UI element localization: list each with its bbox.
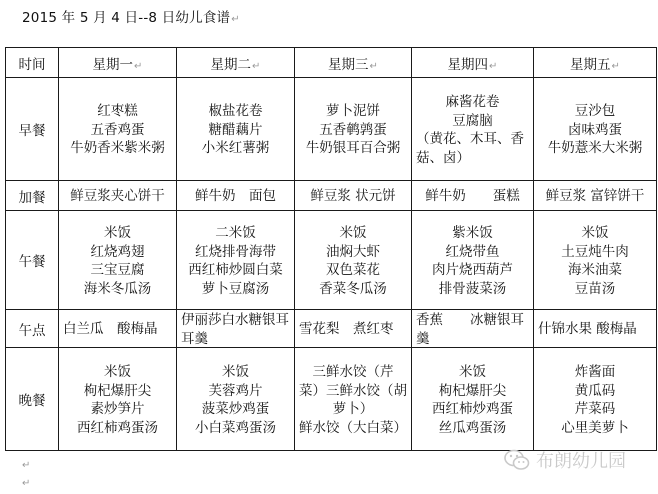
paragraph-mark-icon: ↵: [252, 60, 261, 72]
menu-cell: [59, 348, 177, 451]
dish-item: 耳羹: [181, 330, 208, 347]
menu-cell: [59, 310, 177, 348]
dish-item: 豆腐脑: [452, 112, 493, 129]
dish-item: 肉片烧西葫芦: [432, 262, 513, 278]
dish-item: 鲜牛奶 蛋糕: [425, 188, 520, 205]
dish-item: 素炒笋片: [90, 401, 145, 417]
meal-label: 早餐: [18, 123, 46, 139]
menu-cell: [59, 211, 177, 310]
dish-item: 牛奶香米紫米粥: [70, 140, 165, 157]
dish-item: 西红柿鸡蛋汤: [77, 419, 158, 436]
menu-cell: [295, 310, 412, 348]
dish-item: 小白菜鸡蛋汤: [195, 419, 276, 436]
title-text: 2015 年 5 月 4 日--8 日幼儿食谱: [22, 10, 231, 26]
meal-row: [6, 348, 657, 451]
meal-row: [6, 310, 657, 348]
meal-label-cell: [6, 348, 59, 451]
dish-item: 麻酱花卷: [445, 94, 500, 110]
dish-item: 三鲜水饺（芹: [312, 364, 394, 380]
dish-item: 什锦水果 酸梅晶: [538, 321, 637, 338]
header-day-cell: [295, 48, 412, 78]
menu-cell: [412, 348, 534, 451]
dish-item: 萝卜豆腐汤: [201, 280, 270, 297]
watermark-text: 布朗幼儿园: [536, 451, 626, 472]
dish-item: 豆沙包: [574, 103, 616, 120]
meal-label: 加餐: [18, 189, 46, 206]
dish-item: 黄瓜码: [574, 382, 616, 399]
day-label: 星期三: [328, 56, 369, 73]
wechat-logo-icon: [504, 449, 530, 471]
dish-item: 枸杞爆肝尖: [438, 382, 507, 399]
dish-item: 鲜牛奶 面包: [195, 188, 276, 205]
dish-item: 枸杞爆肝尖: [83, 382, 152, 399]
menu-cell: [177, 348, 295, 451]
meal-label: 晚餐: [18, 393, 46, 409]
dish-item: 鲜豆浆 状元饼: [310, 188, 396, 205]
dish-item: 菇、卤）: [416, 149, 470, 166]
dish-item: 伊丽莎白水糖银耳: [181, 312, 289, 328]
meal-label-cell: [6, 181, 59, 211]
dish-item: 三宝豆腐: [90, 262, 145, 278]
day-label: 星期四: [447, 56, 489, 73]
dish-item: 米饭: [104, 364, 131, 380]
header-day-cell: [412, 48, 534, 78]
menu-cell: [59, 78, 177, 181]
meal-row: [6, 181, 657, 211]
dish-item: 萝卜泥饼: [326, 103, 380, 120]
day-label: 星期五: [570, 56, 611, 73]
dish-item: 卤味鸡蛋: [568, 121, 622, 138]
dish-item: 米饭: [339, 225, 367, 241]
dish-item: 豆苗汤: [574, 280, 616, 297]
dish-item: 鲜豆浆 富锌饼干: [545, 188, 645, 205]
day-label: 星期二: [210, 56, 252, 73]
dish-item: 鲜水饺（大白菜）: [299, 419, 407, 436]
menu-cell: [534, 181, 657, 211]
dish-item: 萝卜）: [332, 401, 374, 417]
menu-cell: [534, 348, 657, 451]
watermark: [504, 447, 626, 473]
dish-item: 紫米饭: [452, 225, 493, 241]
header-row: [6, 48, 657, 78]
dish-item: 米饭: [581, 225, 609, 241]
dish-item: 菠菜炒鸡蛋: [201, 401, 270, 417]
header-time-cell: [6, 48, 59, 78]
dish-item: 五香鹌鹑蛋: [319, 121, 387, 138]
dish-item: 心里美萝卜: [561, 419, 629, 436]
dish-item: 炸酱面: [574, 364, 616, 380]
menu-cell: [177, 310, 295, 348]
paragraph-mark-icon: ↵: [369, 60, 378, 72]
menu-table: [5, 47, 657, 451]
meal-label-cell: [6, 78, 59, 181]
menu-cell: [412, 78, 534, 181]
menu-cell: [295, 211, 412, 310]
header-day-cell: [534, 48, 657, 78]
dish-item: 二米饭: [215, 225, 256, 241]
menu-cell: [534, 310, 657, 348]
menu-cell: [412, 310, 534, 348]
meal-label-cell: [6, 310, 59, 348]
menu-cell: [534, 78, 657, 181]
menu-cell: [295, 181, 412, 211]
dish-item: 鲜豆浆夹心饼干: [70, 188, 165, 205]
dish-item: 土豆炖牛肉: [561, 243, 629, 260]
dish-item: 糖醋藕片: [208, 121, 263, 138]
dish-item: 羹: [416, 330, 430, 347]
header-time-label: 时间: [18, 56, 46, 73]
meal-row: [6, 78, 657, 181]
menu-cell: [412, 211, 534, 310]
dish-item: 香菜冬瓜汤: [319, 280, 387, 297]
dish-item: 红烧排骨海带: [195, 243, 276, 260]
menu-cell: [177, 211, 295, 310]
dish-item: 椒盐花卷: [208, 103, 263, 120]
meal-label: 午点: [18, 322, 46, 339]
dish-item: 白兰瓜 酸梅晶: [63, 321, 158, 338]
header-day-cell: [177, 48, 295, 78]
dish-item: 西红柿炒圆白菜: [188, 262, 283, 278]
dish-item: 芹菜码: [574, 401, 616, 417]
dish-item: 米饭: [459, 364, 486, 380]
dish-item: 双色菜花: [326, 262, 380, 278]
menu-cell: [534, 211, 657, 310]
dish-item: 米饭: [222, 364, 249, 380]
header-day-cell: [59, 48, 177, 78]
paragraph-mark-icon: ↵: [22, 478, 31, 489]
dish-item: 海米冬瓜汤: [83, 280, 152, 297]
menu-cell: [412, 181, 534, 211]
dish-item: 米饭: [104, 225, 131, 241]
paragraph-mark-icon: ↵: [231, 14, 240, 25]
dish-item: 排骨菠菜汤: [438, 280, 507, 297]
menu-cell: [177, 181, 295, 211]
meal-row: [6, 211, 657, 310]
dish-item: 菜）三鲜水饺（胡: [299, 382, 407, 399]
dish-item: 五香鸡蛋: [90, 121, 145, 138]
dish-item: 油焖大虾: [326, 243, 380, 260]
meal-label-cell: [6, 211, 59, 310]
menu-cell: [295, 348, 412, 451]
menu-cell: [59, 181, 177, 211]
dish-item: 小米红薯粥: [201, 140, 270, 157]
paragraph-mark-icon: ↵: [611, 60, 620, 72]
paragraph-mark-icon: ↵: [22, 460, 31, 471]
day-label: 星期一: [92, 56, 134, 73]
dish-item: 西红柿炒鸡蛋: [432, 401, 513, 417]
meal-label: 午餐: [18, 254, 46, 270]
dish-item: 牛奶薏米大米粥: [547, 140, 643, 157]
dish-item: 香蕉 冰糖银耳: [416, 312, 524, 328]
dish-item: 雪花梨 煮红枣: [299, 321, 394, 338]
dish-item: 红烧带鱼: [445, 243, 500, 260]
dish-item: 芙蓉鸡片: [208, 382, 263, 399]
dish-item: 牛奶银耳百合粥: [305, 140, 401, 157]
dish-item: 红枣糕: [97, 103, 138, 120]
paragraph-mark-icon: ↵: [489, 60, 498, 72]
menu-cell: [295, 78, 412, 181]
dish-item: 丝瓜鸡蛋汤: [438, 419, 507, 436]
dish-item: 红烧鸡翅: [90, 243, 145, 260]
paragraph-mark-icon: ↵: [134, 60, 143, 72]
menu-cell: [177, 78, 295, 181]
dish-item: （黄花、木耳、香: [416, 131, 524, 147]
page-title: [22, 6, 240, 26]
dish-item: 海米油菜: [568, 262, 622, 278]
